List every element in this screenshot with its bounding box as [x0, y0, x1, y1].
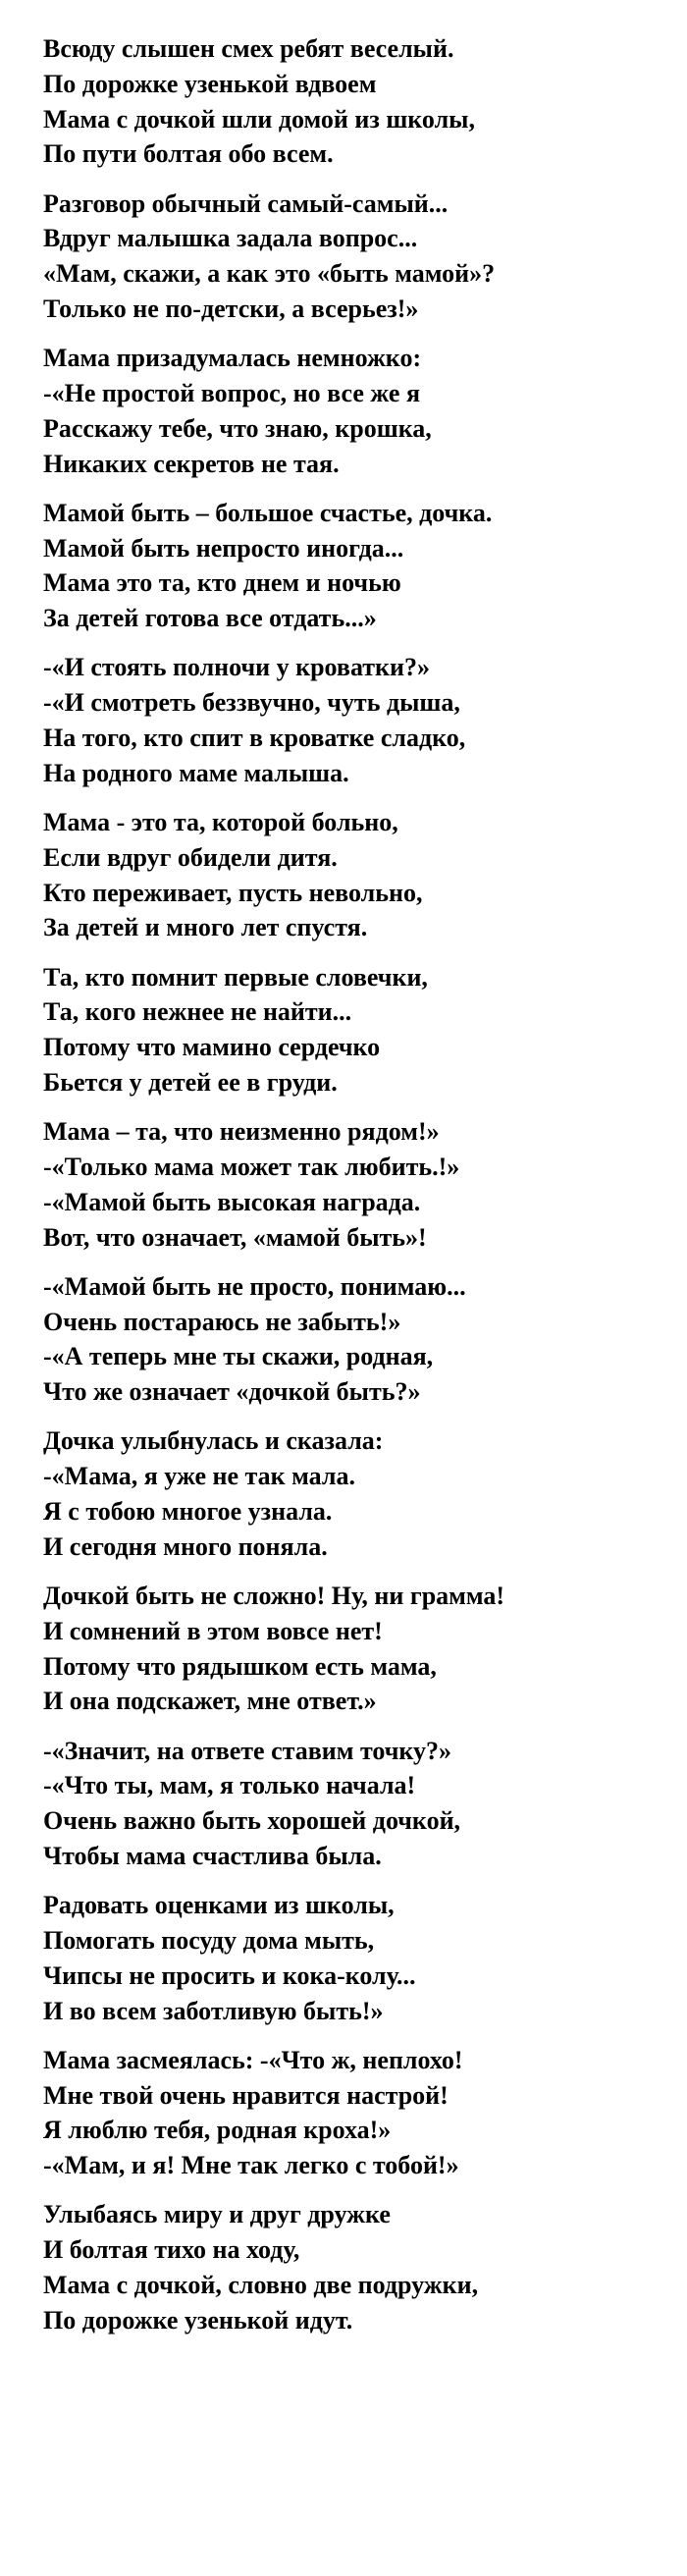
poem-line: Мама это та, кто днем и ночью [43, 568, 401, 598]
poem-line: По дорожке узенькой вдвоем [43, 69, 377, 98]
poem-line: Мама засмеялась: -«Что ж, неплохо! [43, 2045, 463, 2074]
poem-line: Мамой быть – большое счастье, дочка. [43, 498, 493, 527]
poem-line: Бьется у детей ее в груди. [43, 1067, 338, 1097]
poem-line: Дочка улыбнулась и сказала: [43, 1426, 384, 1456]
poem-line: Разговор обычный самый-самый... [43, 188, 449, 218]
stanza [43, 1423, 681, 1579]
poem-line: -«И стоять полночи у кроватки?» [43, 653, 431, 682]
stanza [43, 496, 681, 651]
poem-line: Мама - это та, которой больно, [43, 807, 398, 836]
stanza [43, 1888, 681, 2043]
poem-line: Только не по-детски, а всерьез!» [43, 294, 419, 323]
poem-line: Радовать оценками из школы, [43, 1891, 395, 1920]
poem-line: И сегодня много поняла. [43, 1531, 328, 1561]
poem-line: Та, кого нежнее не найти... [43, 997, 352, 1027]
stanza [43, 31, 681, 187]
stanza [43, 650, 681, 805]
poem-line: Очень постараюсь не забыть!» [43, 1307, 401, 1336]
poem-line: Мама с дочкой, словно две подружки, [43, 2270, 479, 2299]
poem-line: Помогать посуду дома мыть, [43, 1925, 375, 1955]
poem-line: Я с тобою многое узнала. [43, 1496, 333, 1526]
poem-line: Кто переживает, пусть невольно, [43, 878, 423, 907]
stanza [43, 1579, 681, 1734]
poem-line: На родного маме малыша. [43, 758, 349, 787]
poem-line: И она подскажет, мне ответ.» [43, 1687, 377, 1716]
stanza [43, 805, 681, 960]
poem-line: -«Мамой быть высокая награда. [43, 1187, 421, 1216]
poem-line: Потому что мамино сердечко [43, 1033, 381, 1062]
poem-line: Мамой быть непросто иногда... [43, 533, 404, 563]
poem [43, 31, 681, 2352]
poem-line: -«Мамой быть не просто, понимаю... [43, 1271, 466, 1301]
poem-line: И во всем заботливую быть!» [43, 1996, 384, 2025]
poem-line: И сомнений в этом вовсе нет! [43, 1616, 383, 1645]
poem-line: -«Значит, на ответе ставим точку?» [43, 1736, 451, 1765]
poem-line: За детей готова все отдать...» [43, 604, 377, 633]
poem-line: -«Мама, я уже не так мала. [43, 1462, 355, 1491]
poem-line: -«Мам, и я! Мне так легко с тобой!» [43, 2151, 459, 2180]
stanza [43, 187, 681, 342]
poem-line: Та, кто помнит первые словечки, [43, 962, 428, 992]
poem-line: На того, кто спит в кроватке сладко, [43, 723, 466, 752]
poem-line: -«Что ты, мам, я только начала! [43, 1771, 416, 1800]
poem-line: За детей и много лет спустя. [43, 913, 368, 942]
poem-line: Мама призадумалась немножко: [43, 344, 422, 373]
poem-line: -«А теперь мне ты скажи, родная, [43, 1342, 434, 1371]
poem-line: -«Не простой вопрос, но все же я [43, 378, 421, 407]
poem-line: Дочкой быть не сложно! Ну, ни грамма! [43, 1581, 505, 1610]
poem-line: Мама – та, что неизменно рядом!» [43, 1117, 440, 1147]
poem-line: -«И смотреть беззвучно, чуть дыша, [43, 688, 460, 718]
poem-line: Очень важно быть хорошей дочкой, [43, 1806, 461, 1836]
poem-line: Потому что рядышком есть мама, [43, 1651, 437, 1681]
stanza [43, 2197, 681, 2352]
poem-line: Никаких секретов не тая. [43, 449, 340, 478]
poem-line: Что же означает «дочкой быть?» [43, 1377, 421, 1407]
poem-line: Чтобы мама счастлива была. [43, 1841, 382, 1870]
poem-line: Если вдруг обидели дитя. [43, 842, 338, 872]
poem-line: Улыбаясь миру и друг дружке [43, 2200, 391, 2229]
poem-line: Мне твой очень нравится настрой! [43, 2080, 449, 2110]
poem-line: Чипсы не просить и кока-колу... [43, 1960, 416, 1990]
poem-line: И болтая тихо на ходу, [43, 2235, 300, 2265]
poem-line: «Мам, скажи, а как это «быть мамой»? [43, 259, 496, 289]
stanza [43, 341, 681, 496]
poem-line: По дорожке узенькой идут. [43, 2305, 353, 2334]
stanza [43, 1734, 681, 1889]
stanza [43, 1269, 681, 1424]
poem-line: Всюду слышен смех ребят веселый. [43, 34, 454, 63]
poem-line: Расскажу тебе, что знаю, крошка, [43, 413, 432, 443]
poem-line: -«Только мама может так любить.!» [43, 1152, 460, 1181]
poem-line: Мама с дочкой шли домой из школы, [43, 104, 475, 134]
poem-line: Вдруг малышка задала вопрос... [43, 224, 418, 253]
poem-line: Вот, что означает, «мамой быть»! [43, 1222, 427, 1252]
poem-line: Я люблю тебя, родная кроха!» [43, 2116, 392, 2145]
stanza [43, 2043, 681, 2198]
poem-line: По пути болтая обо всем. [43, 139, 334, 169]
stanza [43, 960, 681, 1115]
stanza [43, 1114, 681, 1269]
